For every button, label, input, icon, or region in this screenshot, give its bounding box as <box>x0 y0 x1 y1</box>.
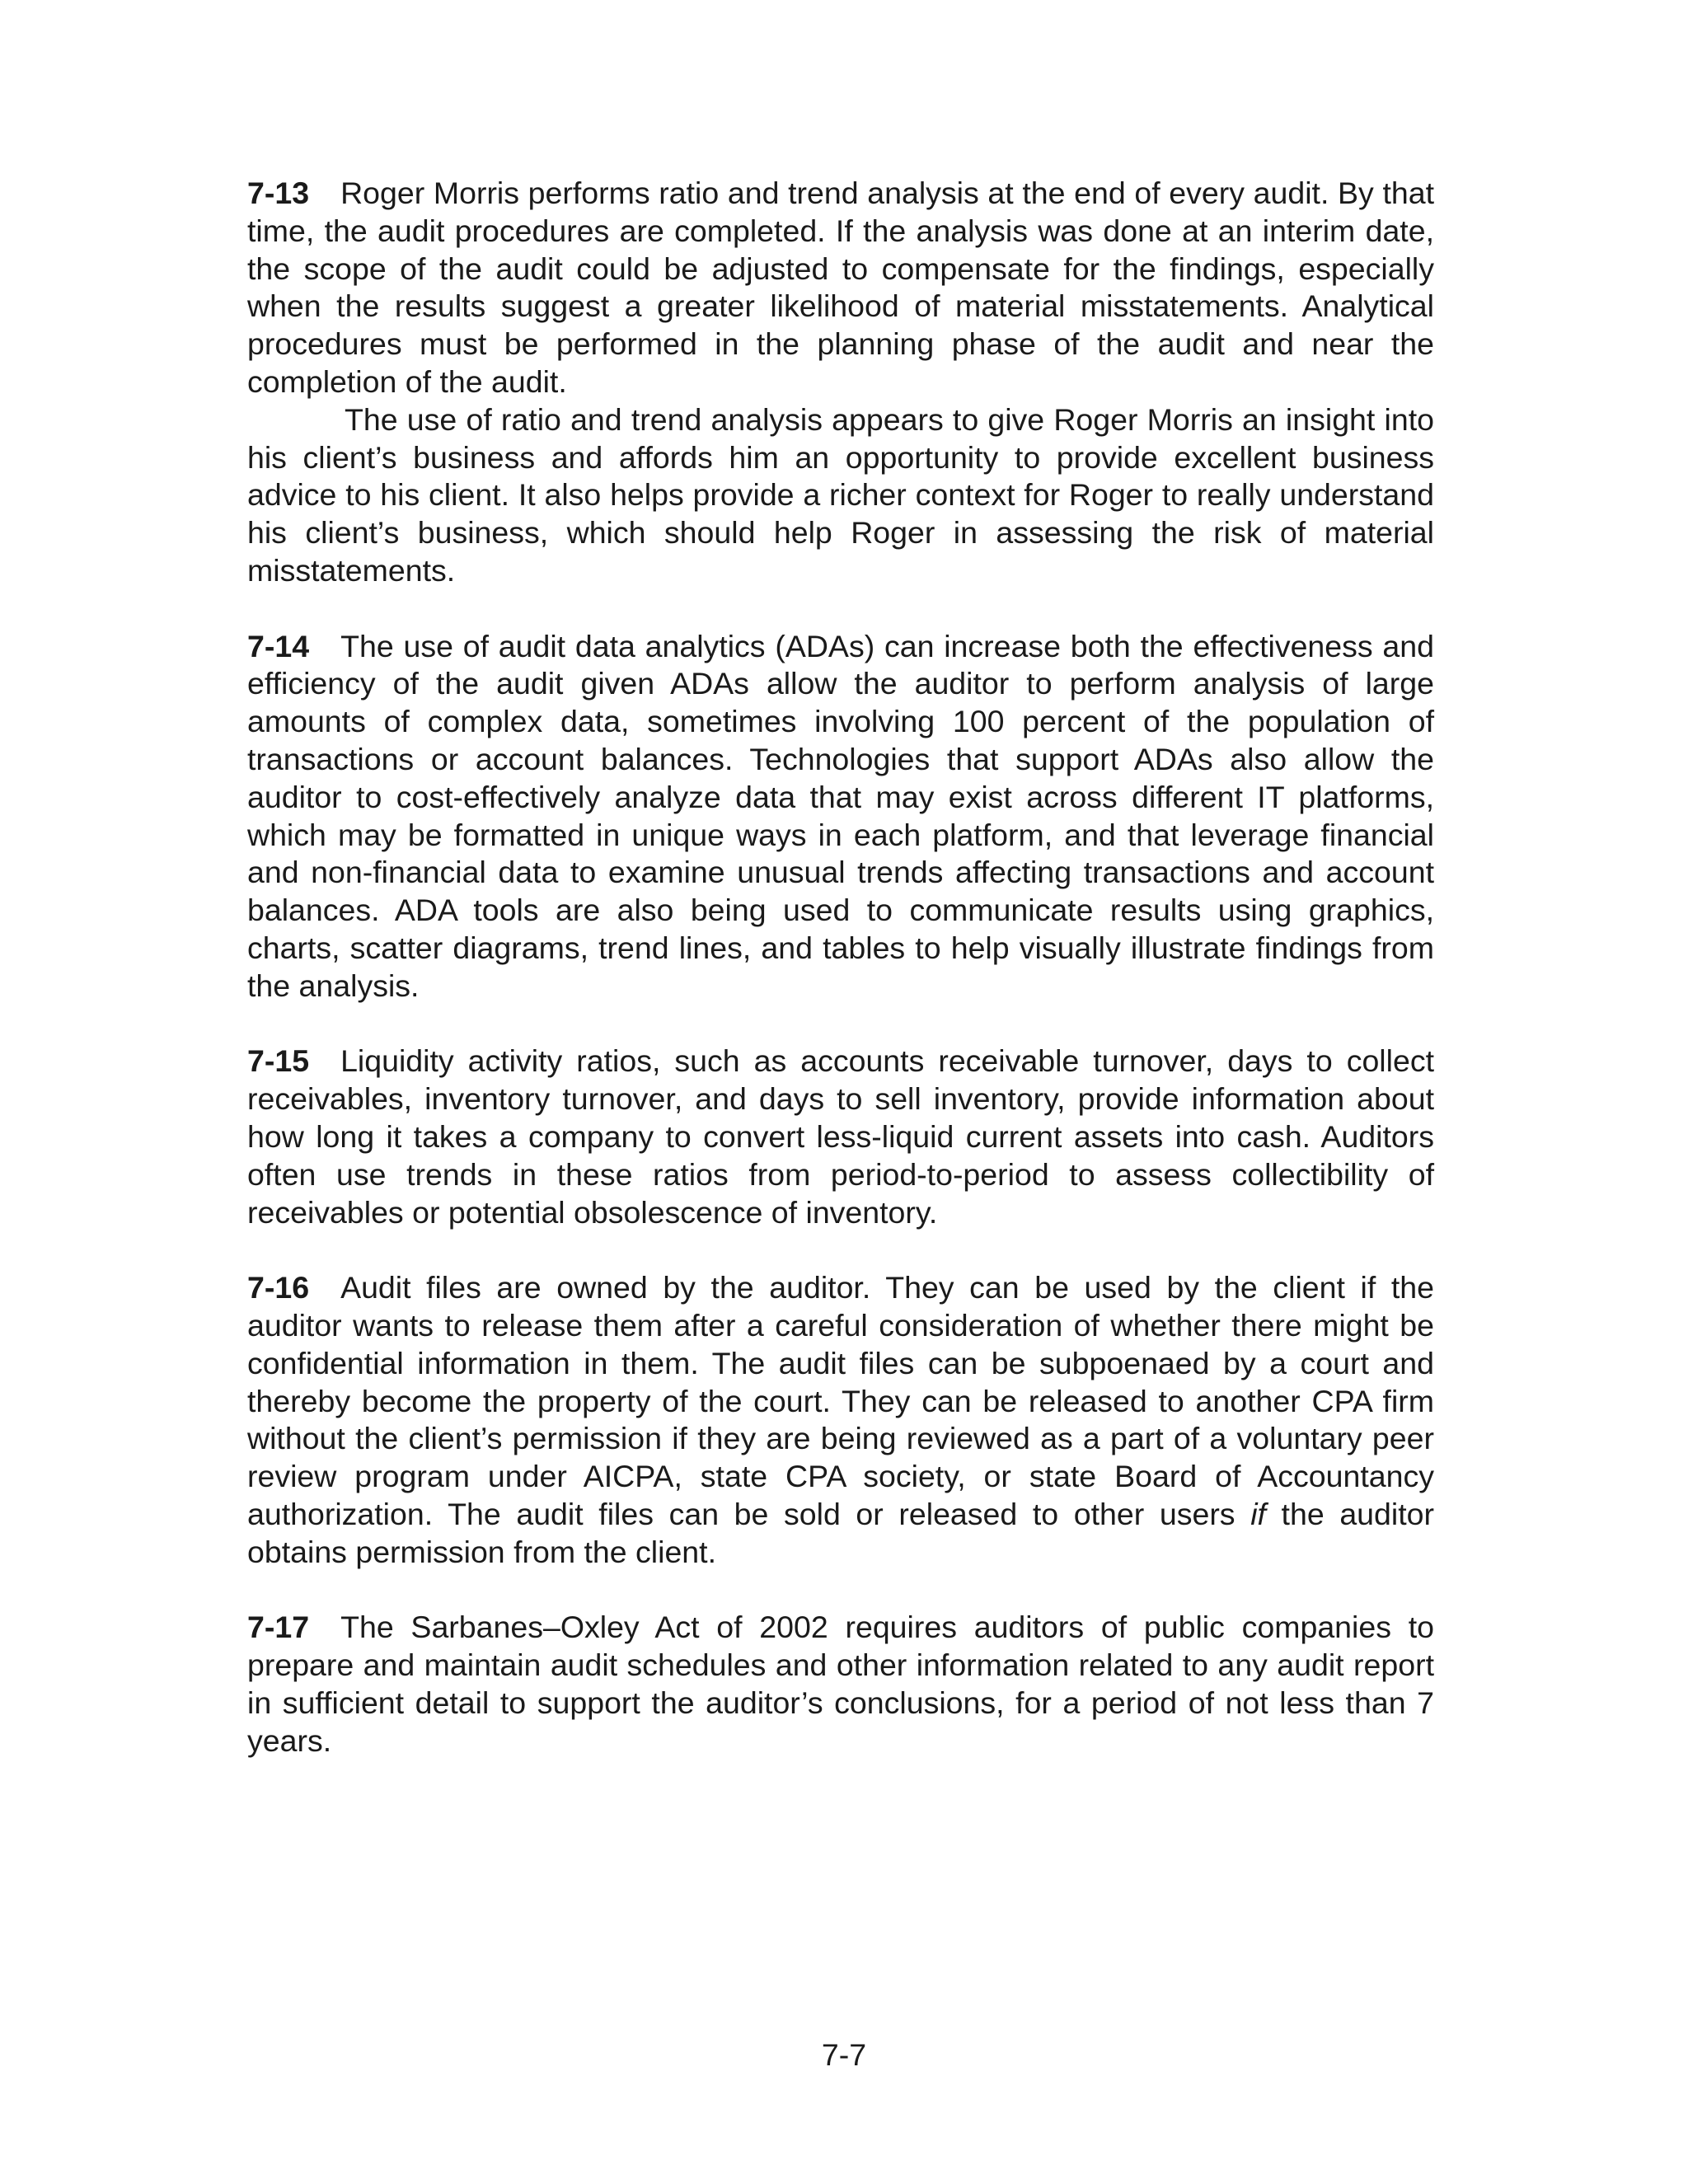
section-7-17-paragraph-1 <box>247 1609 1434 1760</box>
document-body <box>247 175 1434 1797</box>
section-number: 7-17 <box>247 1610 310 1645</box>
paragraph-tail-text: the auditor obtains permission from the client. <box>247 1496 1434 1569</box>
section-number: 7-13 <box>247 176 310 210</box>
paragraph-text: Audit files are owned by the auditor. They can be used by the client if the auditor wants to release them after a careful consideration of whether there might be confidential information in them. The audit files can be subpoenaed by a court and thereby become the property of the court. They can be released to another CPA firm without the client’s permission if they are being reviewed as a part of a voluntary peer review program under AICPA, state CPA society, or state Board of Accountancy authorization. The audit files can be sold or released to other users <box>247 1270 1434 1531</box>
section-number: 7-16 <box>247 1270 310 1305</box>
paragraph-text: The Sarbanes–Oxley Act of 2002 requires auditors of public companies to prepare and maintain audit schedules and other information related to any audit report in sufficient detail to support the auditor’s conclusions, for a period of not less than 7 years. <box>247 1610 1434 1758</box>
section-7-13-paragraph-2: The use of ratio and trend analysis appears to give Roger Morris an insight into his client’s business and affords him an opportunity to provide excellent business advice to his client. It also helps provide a richer context for Roger to really understand his client’s business, which should help Roger in assessing the risk of material misstatements. <box>247 401 1434 588</box>
section-7-14-paragraph-1 <box>247 628 1434 1005</box>
paragraph-text: Roger Morris performs ratio and trend analysis at the end of every audit. By that time, the audit procedures are completed. If the analysis was done at an interim date, the scope of the audit could be adjusted to compensate for the findings, especially when the results suggest a greater likelihood of material misstatements. Analytical procedures must be performed in the planning phase of the audit and near the completion of the audit. <box>247 176 1434 399</box>
section-7-16 <box>247 1269 1434 1571</box>
paragraph-text: Liquidity activity ratios, such as accounts receivable turnover, days to collect receivables, inventory turnover, and days to sell inventory, provide information about how long it takes a company to convert less-liquid current assets into cash. Auditors often use trends in these ratios from period-to-period to assess collectibility of receivables or potential obsolescence of inventory. <box>247 1043 1434 1230</box>
paragraph-text: The use of audit data analytics (ADAs) can increase both the effectiveness and efficiency of the audit given ADAs allow the auditor to perform analysis of large amounts of complex data, sometimes involving 100 percent of the population of transactions or account balances. Technologies that support ADAs also allow the auditor to cost-effectively analyze data that may exist across different IT platforms, which may be formatted in unique ways in each platform, and that leverage financial and non-financial data to examine unusual trends affecting transactions and account balances. ADA tools are also being used to communicate results using graphics, charts, scatter diagrams, trend lines, and tables to help visually illustrate findings from the analysis. <box>247 628 1434 1003</box>
section-7-13 <box>247 175 1434 590</box>
section-7-15-paragraph-1 <box>247 1043 1434 1231</box>
section-7-17 <box>247 1609 1434 1760</box>
section-number: 7-14 <box>247 628 310 663</box>
section-7-14 <box>247 628 1434 1005</box>
section-7-15 <box>247 1043 1434 1231</box>
italic-emphasis: if <box>1250 1496 1266 1531</box>
page-number: 7-7 <box>821 2037 867 2072</box>
section-7-16-paragraph-1 <box>247 1269 1434 1571</box>
section-number: 7-15 <box>247 1043 310 1079</box>
section-7-13-paragraph-1 <box>247 175 1434 401</box>
